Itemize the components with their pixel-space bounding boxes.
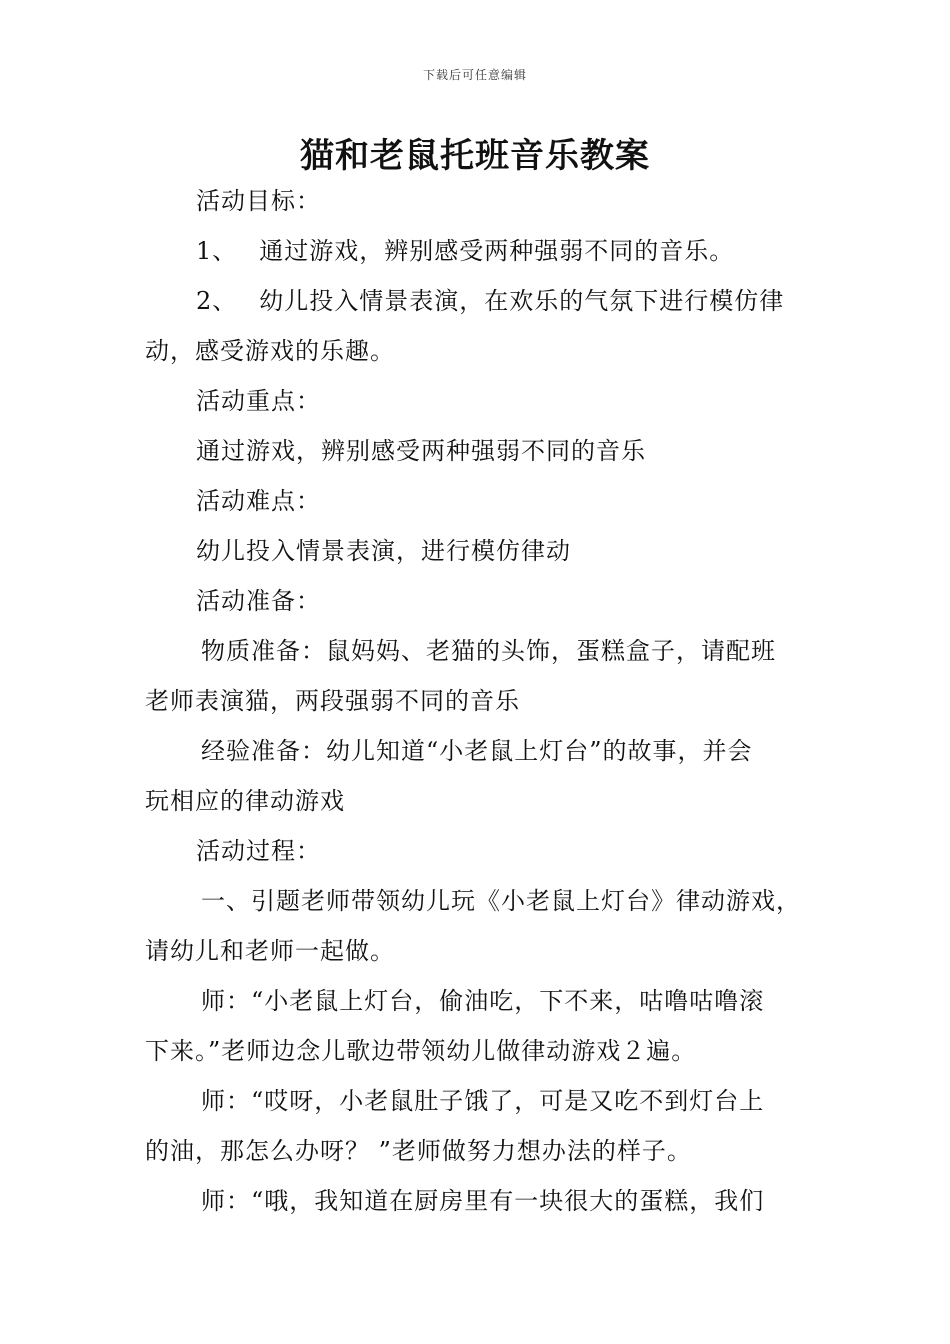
header-note: 下载后可任意编辑 xyxy=(422,68,527,82)
paragraph-line: 师：“小老鼠上灯台，偷油吃，下不来，咕噜咕噜滚 xyxy=(201,987,765,1015)
paragraph-line: 一、引题老师带领幼儿玩《小老鼠上灯台》律动游戏， xyxy=(201,887,801,915)
paragraph-line: 通过游戏，辨别感受两种强弱不同的音乐 xyxy=(196,437,646,465)
paragraph-line: 物质准备：鼠妈妈、老猫的头饰，蛋糕盒子，请配班 xyxy=(201,637,776,665)
section-heading-process: 活动过程： xyxy=(196,837,321,865)
document-title: 猫和老鼠托班音乐教案 xyxy=(300,136,650,176)
goal-item-1 xyxy=(145,226,813,276)
paragraph-line: 老师表演猫，两段强弱不同的音乐 xyxy=(145,687,520,715)
section-heading-preparation: 活动准备： xyxy=(196,587,321,615)
paragraph-line: 师：“哎呀，小老鼠肚子饿了，可是又吃不到灯台上 xyxy=(201,1087,765,1115)
paragraph-line: 请幼儿和老师一起做。 xyxy=(145,937,395,965)
paragraph-line: 玩相应的律动游戏 xyxy=(145,787,345,815)
goal-item-2-text: 幼儿投入情景表演，在欢乐的气氛下进行模仿律 xyxy=(259,287,785,315)
goal-item-2-number: 2、 xyxy=(196,287,238,315)
goal-item-2 xyxy=(145,276,813,326)
paragraph-line: 经验准备：幼儿知道“小老鼠上灯台”的故事，并会 xyxy=(201,737,753,765)
document-body xyxy=(145,176,813,1226)
section-heading-goals: 活动目标： xyxy=(196,187,321,215)
paragraph-line: 幼儿投入情景表演，进行模仿律动 xyxy=(196,537,571,565)
paragraph-line: 的油，那怎么办呀？ ”老师做努力想办法的样子。 xyxy=(145,1137,692,1165)
goal-item-1-number: 1、 xyxy=(196,237,238,265)
section-heading-difficulty: 活动难点： xyxy=(196,487,321,515)
paragraph-line: 动，感受游戏的乐趣。 xyxy=(145,337,395,365)
paragraph-line: 师：“哦，我知道在厨房里有一块很大的蛋糕，我们 xyxy=(201,1187,765,1215)
paragraph-line: 下来。”老师边念儿歌边带领幼儿做律动游戏２遍。 xyxy=(145,1037,697,1065)
goal-item-1-text: 通过游戏，辨别感受两种强弱不同的音乐。 xyxy=(259,237,735,265)
section-heading-focus: 活动重点： xyxy=(196,387,321,415)
